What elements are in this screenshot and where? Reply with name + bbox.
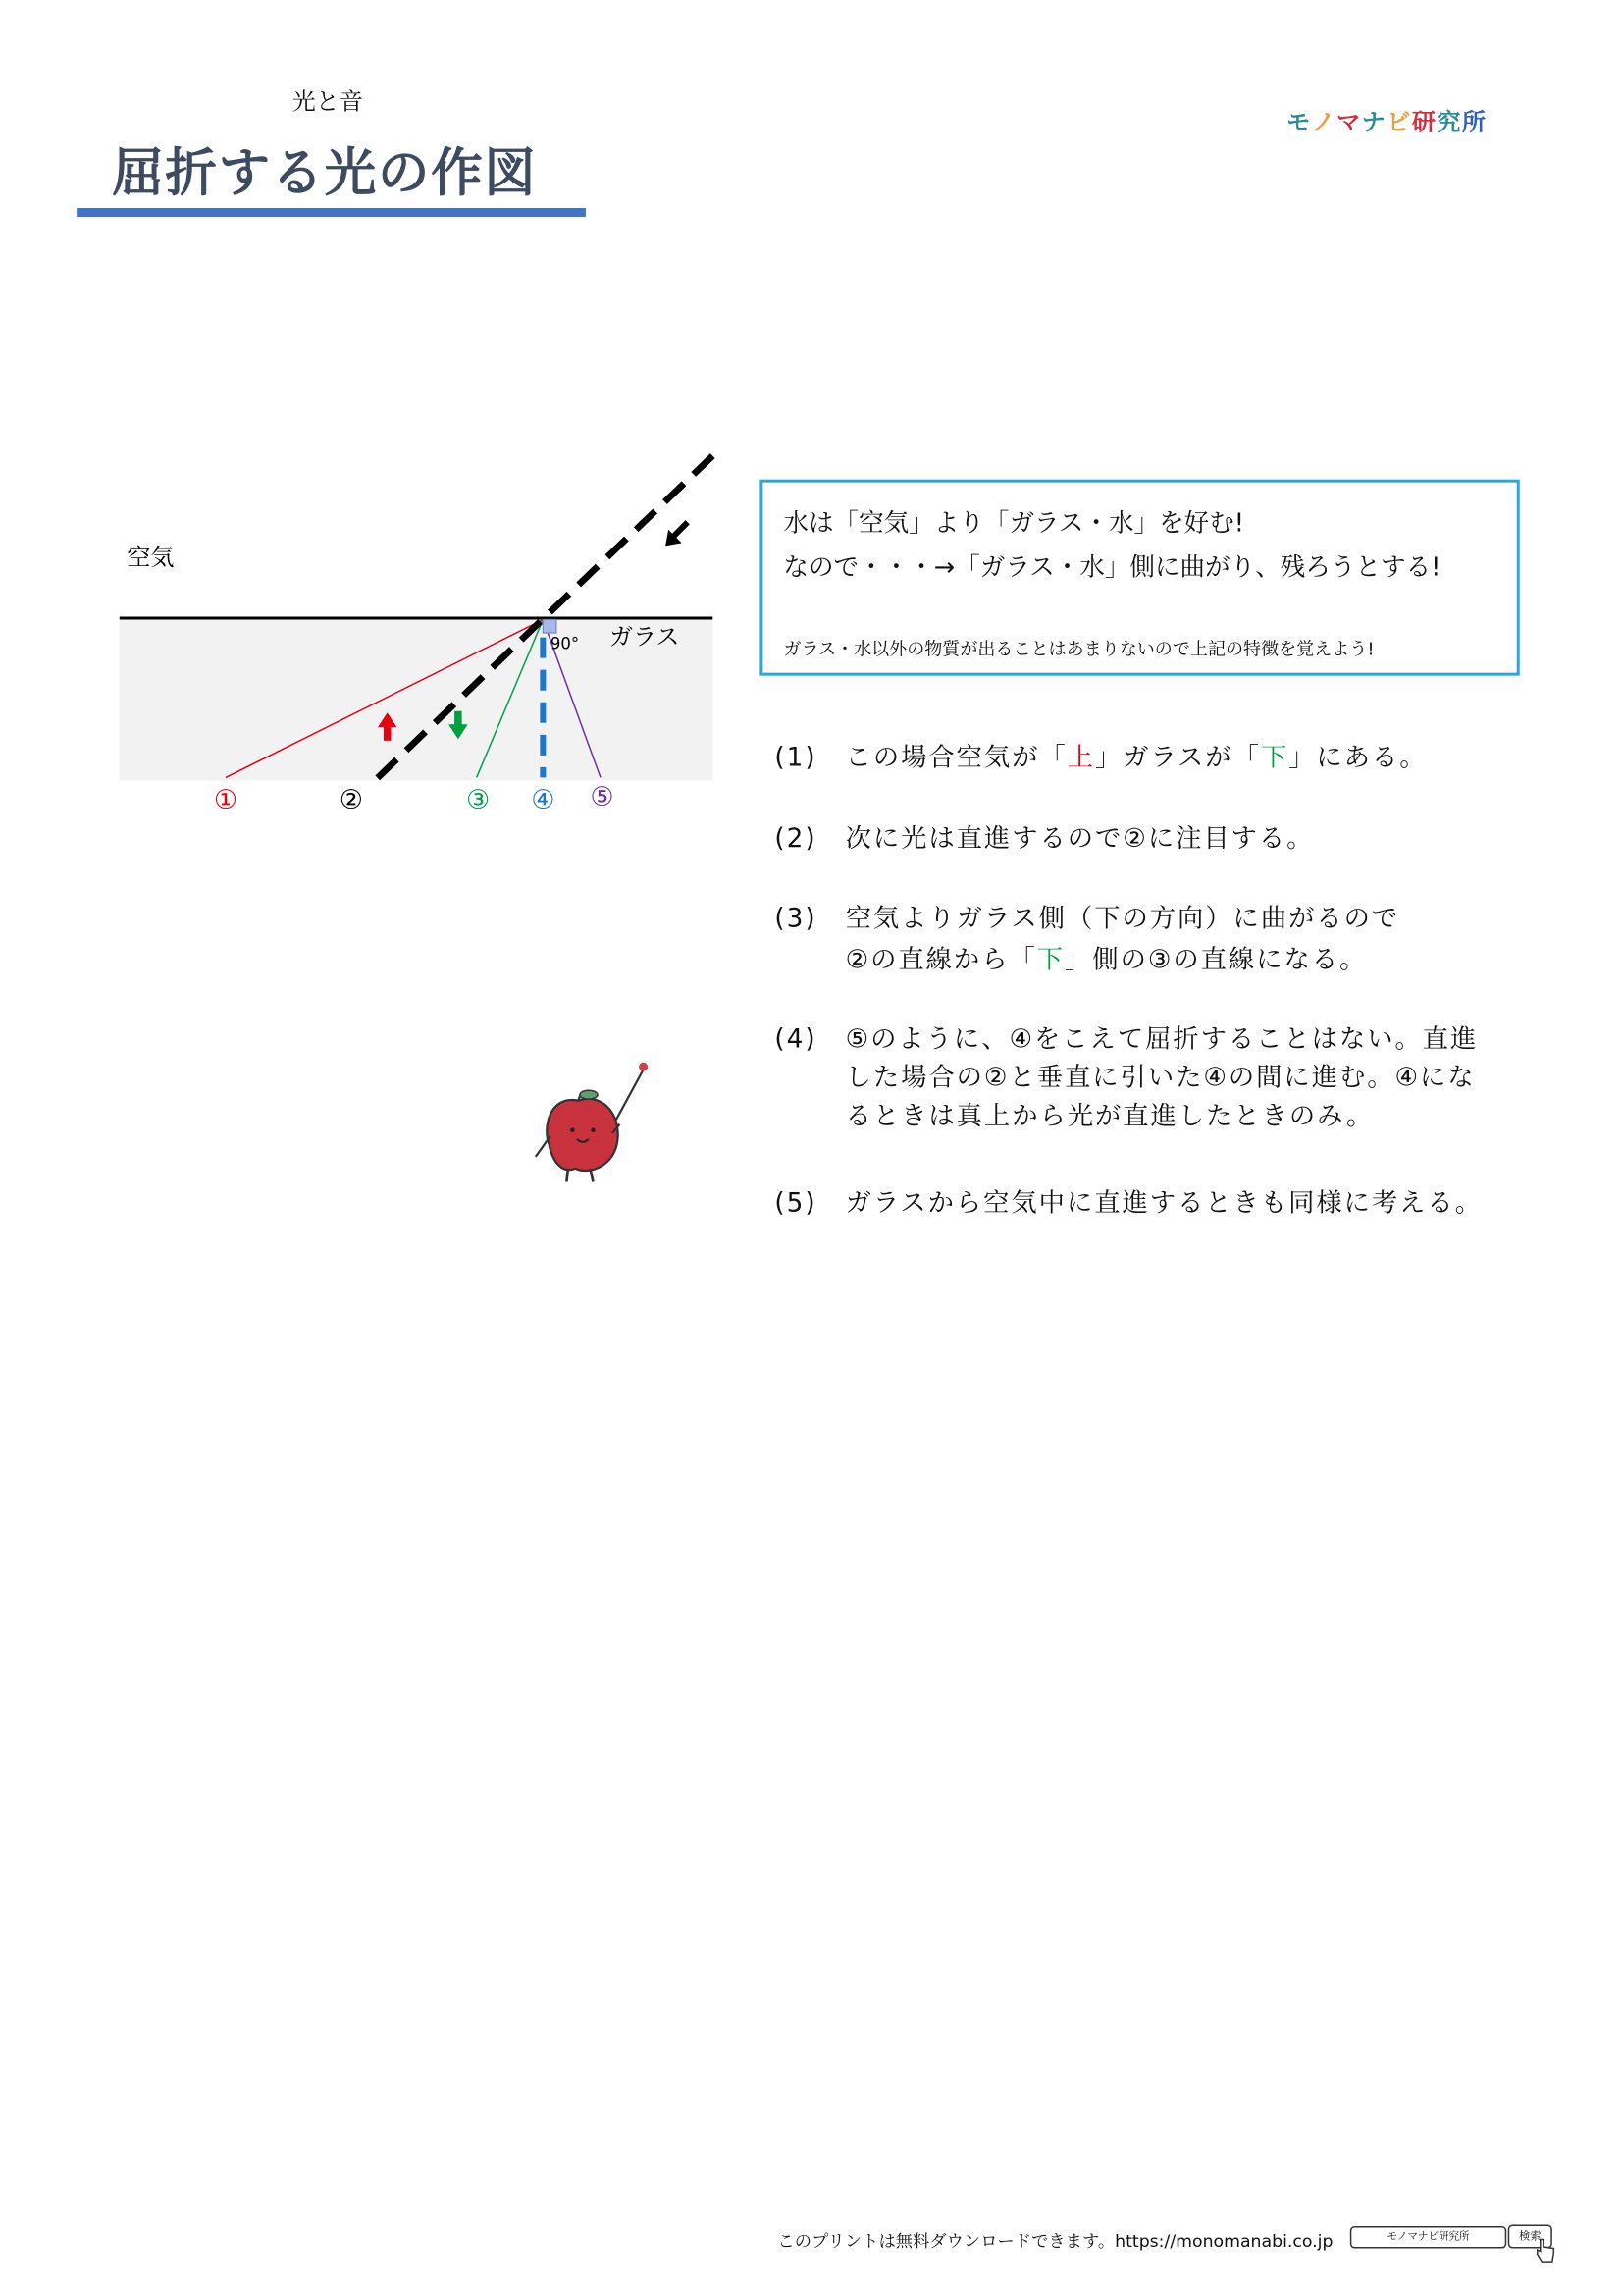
item-number: (3): [774, 904, 817, 934]
up-keyword: 上: [1067, 743, 1096, 773]
key-point-note: ガラス・水以外の物質が出ることはあまりないので上記の特徴を覚えよう!: [783, 639, 1375, 660]
item-text: 次に光は直進するので②に注目する。: [845, 824, 1315, 855]
item-text: この場合空気が「: [845, 743, 1068, 773]
item-text: した場合の②と垂直に引いた④の間に進む。④にな: [845, 1064, 1476, 1094]
item-text: 」ガラスが「: [1095, 743, 1261, 773]
subject-label: 光と音: [291, 86, 363, 116]
ray-label-2: ②: [339, 784, 363, 815]
key-point-line-1: 水は「空気」より「ガラス・水」を好む!: [783, 508, 1245, 539]
down-keyword: 下: [1260, 743, 1289, 773]
item-text: ⑤のように、④をこえて屈折することはない。直進: [845, 1025, 1479, 1056]
incident-direction-arrow-icon: [665, 522, 688, 546]
item-number: (4): [774, 1025, 817, 1056]
item-text: 空気よりガラス側（下の方向）に曲がるので: [845, 904, 1400, 934]
pointer-hand-icon: [1535, 2237, 1555, 2264]
item-text: ②の直線から「: [845, 945, 1037, 975]
glass-label: ガラス: [609, 623, 680, 652]
down-keyword: 下: [1036, 945, 1066, 975]
search-button[interactable]: 検索: [1508, 2224, 1552, 2248]
item-text: 」にある。: [1288, 743, 1428, 773]
right-angle-marker: [543, 620, 556, 634]
item-text: 」側の③の直線になる。: [1065, 945, 1368, 975]
logo: モノマナビ研究所: [1286, 107, 1488, 136]
ray-label-1: ①: [213, 784, 238, 815]
page-title: 屈折する光の作図: [112, 144, 538, 204]
ray-label-5: ⑤: [590, 781, 614, 812]
footer-download-note: このプリントは無料ダウンロードできます。https://monomanabi.co.jp: [777, 2230, 1334, 2252]
air-label: 空気: [127, 543, 175, 571]
item-number: (2): [774, 824, 817, 855]
key-point-box: [759, 480, 1519, 676]
item-text: ガラスから空気中に直進するときも同様に考える。: [845, 1188, 1483, 1220]
ray-label-3: ③: [466, 784, 491, 815]
item-number: (5): [774, 1188, 817, 1220]
angle-label: 90°: [550, 634, 580, 653]
key-point-line-2: なので・・・→「ガラス・水」側に曲がり、残ろうとする!: [783, 552, 1441, 583]
apple-mascot-icon: [536, 1063, 648, 1182]
ray-label-4: ④: [531, 784, 555, 815]
item-number: (1): [774, 743, 817, 773]
search-input[interactable]: モノマナビ研究所: [1350, 2226, 1506, 2249]
item-text: るときは真上から光が直進したときのみ。: [845, 1102, 1375, 1132]
